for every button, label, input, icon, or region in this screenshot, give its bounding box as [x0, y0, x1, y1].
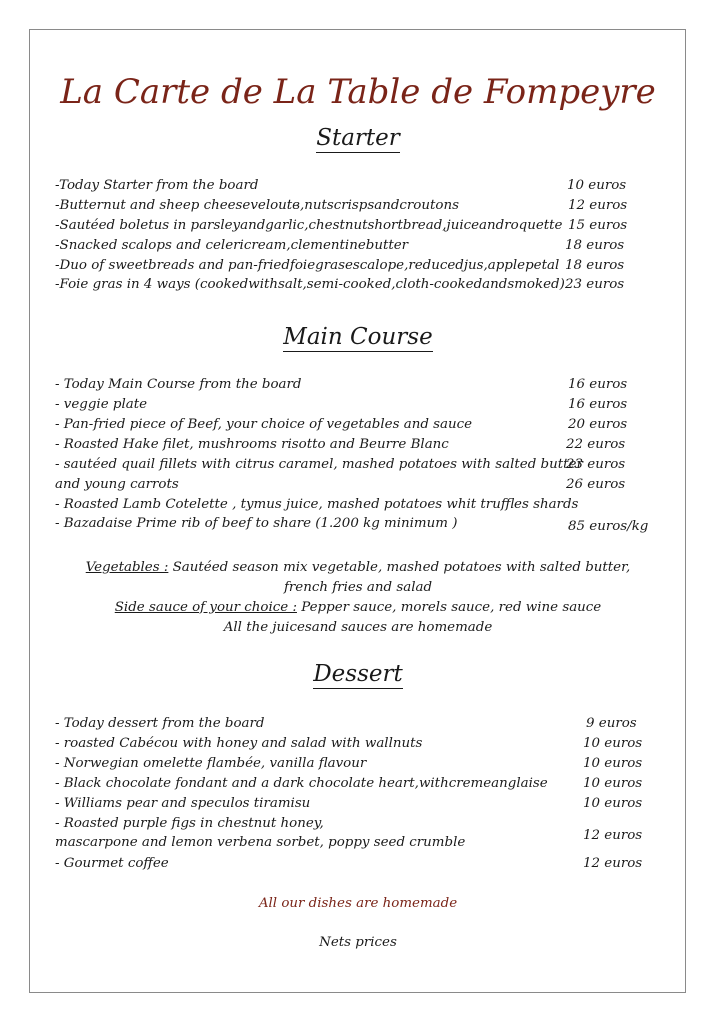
nets-prices-note: Nets prices: [319, 935, 397, 950]
starter-price: 15 euros: [568, 218, 628, 233]
main-item: - Roasted Hake filet, mushrooms risotto and Beurre Blanc: [55, 437, 449, 452]
dessert-price: 10 euros: [583, 776, 643, 791]
main-price: 26 euros: [566, 477, 626, 492]
main-item: - Pan-fried piece of Beef, your choice of vegetables and sauce: [55, 417, 473, 432]
dessert-item: - Williams pear and speculos tiramisu: [55, 796, 311, 811]
starter-item: -Butternut and sheep cheeseveloutв,nutscrispsandcroutons: [55, 198, 459, 213]
dessert-price: 12 euros: [583, 856, 643, 871]
main-price: 85 euros/kg: [568, 519, 649, 534]
starter-heading: Starter: [316, 125, 400, 151]
dessert-item: - roasted Cabécou with honey and salad with wallnuts: [55, 736, 423, 751]
starter-price: 18 euros: [565, 238, 625, 253]
dessert-item: - Black chocolate fondant and a dark chocolate heart,withcremeanglaise: [55, 776, 548, 791]
dessert-item: mascarpone and lemon verbena sorbet, poppy seed crumble: [55, 835, 466, 850]
dessert-item: - Today dessert from the board: [55, 716, 265, 731]
vegetables-note-2: french fries and salad: [283, 580, 433, 595]
dessert-price: 10 euros: [583, 736, 643, 751]
starter-item: -Today Starter from the board: [55, 178, 259, 193]
dessert-item: - Norwegian omelette flambée, vanilla flavour: [55, 756, 367, 771]
main-item: and young carrots: [55, 477, 179, 492]
menu-title: La Carte de La Table de Fompeyre: [60, 72, 656, 112]
starter-price: 10 euros: [567, 178, 627, 193]
starter-item: -Snacked scalops and celericream,clementinebutter: [55, 238, 409, 253]
starter-price: 18 euros: [565, 258, 625, 273]
main-price: 22 euros: [566, 437, 626, 452]
main-item: - sautéed quail fillets with citrus caramel, mashed potatoes with salted butter: [55, 457, 583, 472]
starter-item: -Duo of sweetbreads and pan-friedfoiegrasescalope,reducedjus,applepetal: [55, 258, 560, 273]
homemade-sauces-note: All the juicesand sauces are homemade: [223, 620, 493, 635]
main-price: 23 euros: [566, 457, 626, 472]
main-item: - veggie plate: [55, 397, 148, 412]
homemade-note: All our dishes are homemade: [258, 896, 458, 911]
main-price: 20 euros: [568, 417, 628, 432]
main-item: - Bazadaise Prime rib of beef to share (1.200 kg minimum ): [55, 516, 458, 531]
starter-item: -Sautéed boletus in parsleyandgarlic,chestnutshortbread,juiceandroquette: [55, 218, 563, 233]
main-item: - Today Main Course from the board: [55, 377, 302, 392]
main-price: 16 euros: [568, 377, 628, 392]
main-price: 16 euros: [568, 397, 628, 412]
dessert-price: 10 euros: [583, 796, 643, 811]
dessert-item: - Roasted purple figs in chestnut honey,: [55, 816, 324, 831]
dessert-price: 9 euros: [586, 716, 637, 731]
main-course-heading: Main Course: [283, 324, 433, 350]
dessert-heading: Dessert: [313, 661, 403, 687]
dessert-price: 12 euros: [583, 828, 643, 843]
starter-price: 12 euros: [568, 198, 628, 213]
dessert-price: 10 euros: [583, 756, 643, 771]
vegetables-note: Vegetables : Sautéed season mix vegetable, mashed potatoes with salted butter,: [85, 560, 631, 575]
main-item: - Roasted Lamb Cotelette , tymus juice, mashed potatoes whit truffles shards: [55, 497, 579, 512]
sauce-note: Side sauce of your choice : Pepper sauce, morels sauce, red wine sauce: [114, 600, 602, 615]
starter-price: 23 euros: [565, 277, 625, 292]
starter-item: -Foie gras in 4 ways (cookedwithsalt,semi-cooked,cloth-cookedandsmoked): [55, 277, 565, 292]
dessert-item: - Gourmet coffee: [55, 856, 169, 871]
